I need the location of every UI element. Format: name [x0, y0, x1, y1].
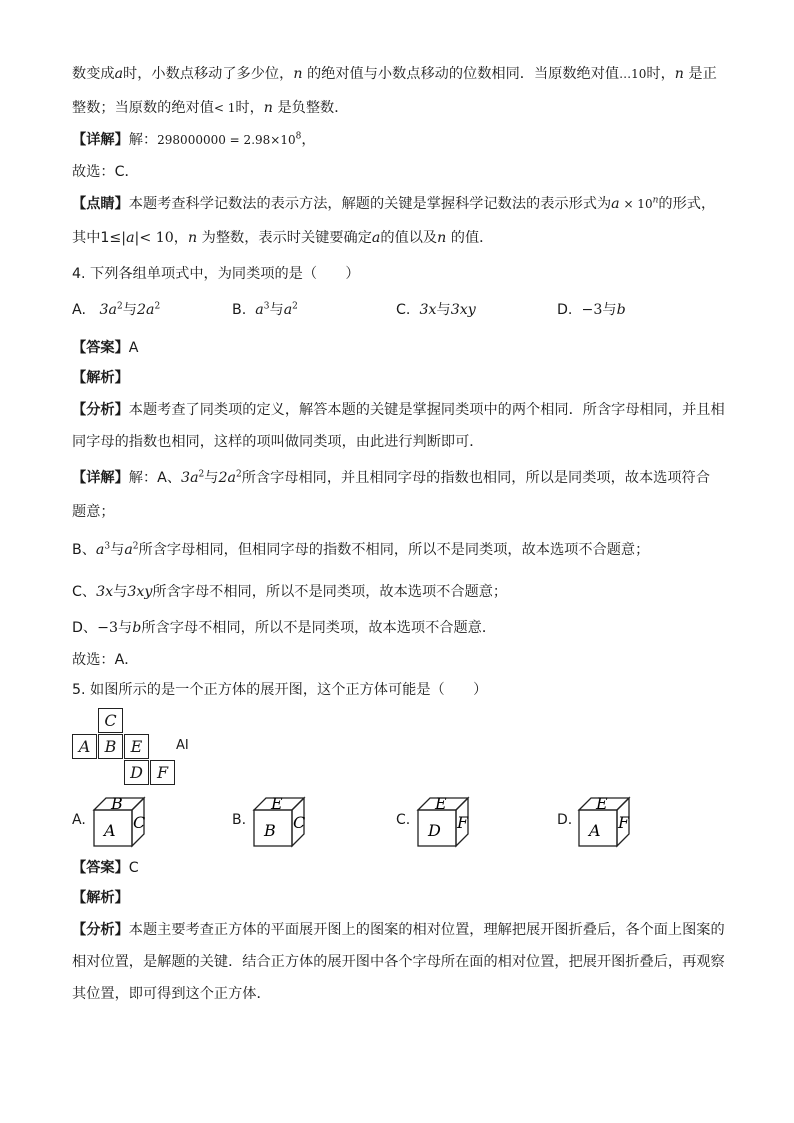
math-exp: 8 — [295, 131, 302, 142]
term: 3x — [419, 302, 437, 318]
text: D、 — [72, 620, 98, 636]
text: 本题考查科学记数法的表示方法，解题的关键是掌握科学记数法的表示形式为 — [128, 196, 612, 212]
text: B、 — [72, 542, 96, 558]
math-expr: 298000000 = 2.98×10 — [157, 133, 296, 147]
math-n: n — [437, 230, 447, 246]
analysis-4-title: 【解析】 — [72, 370, 129, 386]
math-value: …10 — [619, 67, 647, 81]
term: a — [283, 302, 293, 318]
cube-side-label: F — [618, 813, 630, 832]
analysis-5-line-1 — [72, 920, 725, 940]
analysis-5-line-3: 其位置，即可得到这个正方体． — [72, 986, 271, 1002]
exp: 2 — [132, 541, 139, 552]
option-key: D. — [557, 302, 573, 318]
net-face-a: A — [72, 734, 97, 759]
text-line-3 — [72, 130, 316, 150]
text: 时， — [235, 100, 264, 116]
cube-front-label: D — [428, 821, 441, 840]
text-line-2 — [72, 98, 348, 118]
figure-watermark-label: AI — [176, 738, 189, 753]
section-tag: 【详解】 — [72, 470, 129, 486]
text: 所含字母不相同，所以不是同类项，故本选项不合题意； — [152, 584, 508, 600]
text: 本题考查了同类项的定义，解答本题的关键是掌握同类项中的两个相同．所含字母相同，并且相 — [128, 402, 725, 418]
net-face-b: B — [98, 734, 123, 759]
term: a — [95, 542, 105, 558]
text: 其中1 — [72, 230, 110, 246]
exp: 3 — [263, 301, 270, 312]
net-face-e: E — [124, 734, 149, 759]
option-d — [557, 300, 626, 320]
term: a — [124, 542, 133, 558]
term: 3a — [99, 302, 117, 318]
term: a — [255, 302, 264, 318]
option-b — [232, 300, 298, 320]
cube-option-b — [252, 796, 308, 848]
option-a — [72, 300, 160, 320]
math-n: n — [674, 66, 684, 82]
cube-top-label: B — [111, 796, 123, 813]
question-5: 5. 如图所示的是一个正方体的展开图，这个正方体可能是（ ） — [72, 682, 488, 698]
term: −3 — [581, 302, 603, 318]
text: 与 — [269, 302, 284, 318]
cube-option-d-key: D. — [557, 812, 573, 828]
answer-4 — [72, 338, 138, 358]
text: 本题主要考查正方体的平面展开图上的图案的相对位置，理解把展开图折叠后，各个面上图案的 — [128, 922, 725, 938]
cube-front-label: A — [104, 821, 116, 840]
math-expr: × 10 — [619, 197, 653, 211]
option-key: A. — [72, 302, 86, 318]
text: 是正 — [683, 66, 717, 82]
term: −3 — [97, 620, 119, 636]
section-tag: 【详解】 — [72, 132, 129, 148]
text: 所含字母不相同，所以不是同类项，故本选项不合题意． — [141, 620, 497, 636]
cube-top-label: E — [596, 796, 608, 813]
math-n: n — [187, 230, 198, 246]
exp: 2 — [117, 301, 123, 312]
text: 与 — [602, 302, 617, 318]
cube-option-a — [92, 796, 148, 848]
text-line-1 — [72, 64, 717, 84]
text: 与 — [204, 470, 219, 486]
term: 2a — [218, 470, 236, 486]
text: 数变成 — [72, 66, 115, 82]
text: 解：A、 — [128, 470, 182, 486]
text: 与 — [436, 302, 451, 318]
cube-option-a-key: A. — [72, 812, 86, 828]
math-exp: n — [652, 195, 659, 206]
detail-4-line-2: 题意； — [72, 504, 115, 520]
cube-side-label: C — [133, 813, 146, 832]
option-key: B. — [232, 302, 247, 318]
conclusion-4: 故选：A． — [72, 652, 139, 668]
answer-value: A — [128, 340, 139, 356]
term: 3x — [96, 584, 114, 600]
exp: 2 — [235, 469, 242, 480]
term: b — [132, 620, 142, 636]
cube-option-c-key: C. — [396, 812, 411, 828]
text: 的形式， — [658, 196, 716, 212]
cube-option-b-key: B. — [232, 812, 247, 828]
cube-front-label: A — [589, 821, 601, 840]
text: 时， — [646, 66, 675, 82]
term: 3a — [181, 470, 199, 486]
option-c — [396, 300, 476, 320]
exp: 2 — [154, 301, 161, 312]
section-tag: 【点睛】 — [72, 196, 129, 212]
math-value: < 10 — [139, 230, 174, 246]
text: 与 — [118, 620, 133, 636]
exp: 3 — [104, 541, 111, 552]
math-a: a — [611, 196, 620, 212]
term: 3xy — [127, 584, 153, 600]
option-key: C. — [396, 302, 411, 318]
cube-side-label: C — [293, 813, 306, 832]
text: 的值． — [446, 230, 494, 246]
text: 与 — [110, 542, 125, 558]
cube-side-label: F — [457, 813, 469, 832]
math-abs-a: |a| — [121, 230, 140, 246]
detail-4-d — [72, 618, 496, 638]
text: 所含字母相同，但相同字母的指数不相同，所以不是同类项，故本选项不合题意； — [138, 542, 650, 558]
section-tag: 【答案】 — [72, 860, 129, 876]
exp: 2 — [198, 469, 205, 480]
exp: 2 — [292, 301, 298, 312]
math-a: a — [371, 230, 381, 246]
text: 时，小数点移动了多少位， — [123, 66, 294, 82]
cube-top-label: E — [435, 796, 447, 813]
section-tag: 【答案】 — [72, 340, 129, 356]
question-4: 4. 下列各组单项式中，为同类项的是（ ） — [72, 266, 360, 282]
answer-5 — [72, 858, 139, 878]
net-face-d: D — [124, 760, 149, 785]
cube-option-c — [416, 796, 472, 848]
math-n: n — [263, 100, 273, 116]
section-tag: 【分析】 — [72, 922, 129, 938]
term: 3xy — [450, 302, 476, 318]
text: 整数；当原数的绝对值 — [72, 100, 214, 116]
text: 解： — [128, 132, 158, 148]
text-line-5 — [72, 194, 715, 214]
cube-front-label: B — [264, 821, 276, 840]
text-line-4 — [72, 162, 139, 182]
cube-top-label: E — [271, 796, 283, 813]
term: b — [616, 302, 626, 318]
analysis-4-line-2: 同字母的指数也相同，这样的项叫做同类项，由此进行判断即可． — [72, 434, 484, 450]
text: 故选：C． — [72, 164, 139, 180]
cube-option-d — [577, 796, 633, 848]
text: ， — [173, 230, 188, 246]
net-face-f: F — [150, 760, 175, 785]
answer-value: C — [128, 860, 139, 876]
text: C、 — [72, 584, 97, 600]
math-leq: ≤ — [109, 230, 122, 246]
detail-4-c — [72, 582, 507, 602]
section-tag: 【分析】 — [72, 402, 129, 418]
text: 的绝对值与小数点移动的位数相同．当原数绝对值 — [302, 66, 620, 82]
detail-4-b — [72, 540, 649, 560]
text: 为整数，表示时关键要确定 — [197, 230, 372, 246]
cube-net-figure — [72, 708, 212, 788]
text: 与 — [113, 584, 128, 600]
net-face-c: C — [98, 708, 123, 733]
text: ， — [301, 132, 316, 148]
math-n: n — [293, 66, 303, 82]
text-line-6 — [72, 228, 493, 248]
analysis-4-line-1 — [72, 400, 725, 420]
text: 是负整数． — [272, 100, 349, 116]
detail-4-line-1 — [72, 468, 710, 488]
analysis-5-line-2: 相对位置，是解题的关键．结合正方体的展开图中各个字母所在面的相对位置，把展开图折叠后，再观察 — [72, 954, 725, 970]
text: 的值以及 — [380, 230, 438, 246]
text: 与 — [122, 302, 137, 318]
analysis-5-title: 【解析】 — [72, 890, 129, 906]
math-a: a — [114, 66, 124, 82]
term: 2a — [136, 302, 155, 318]
text: 所含字母相同，并且相同字母的指数也相同，所以是同类项，故本选项符合 — [241, 470, 710, 486]
math-value: < 1 — [213, 101, 236, 115]
